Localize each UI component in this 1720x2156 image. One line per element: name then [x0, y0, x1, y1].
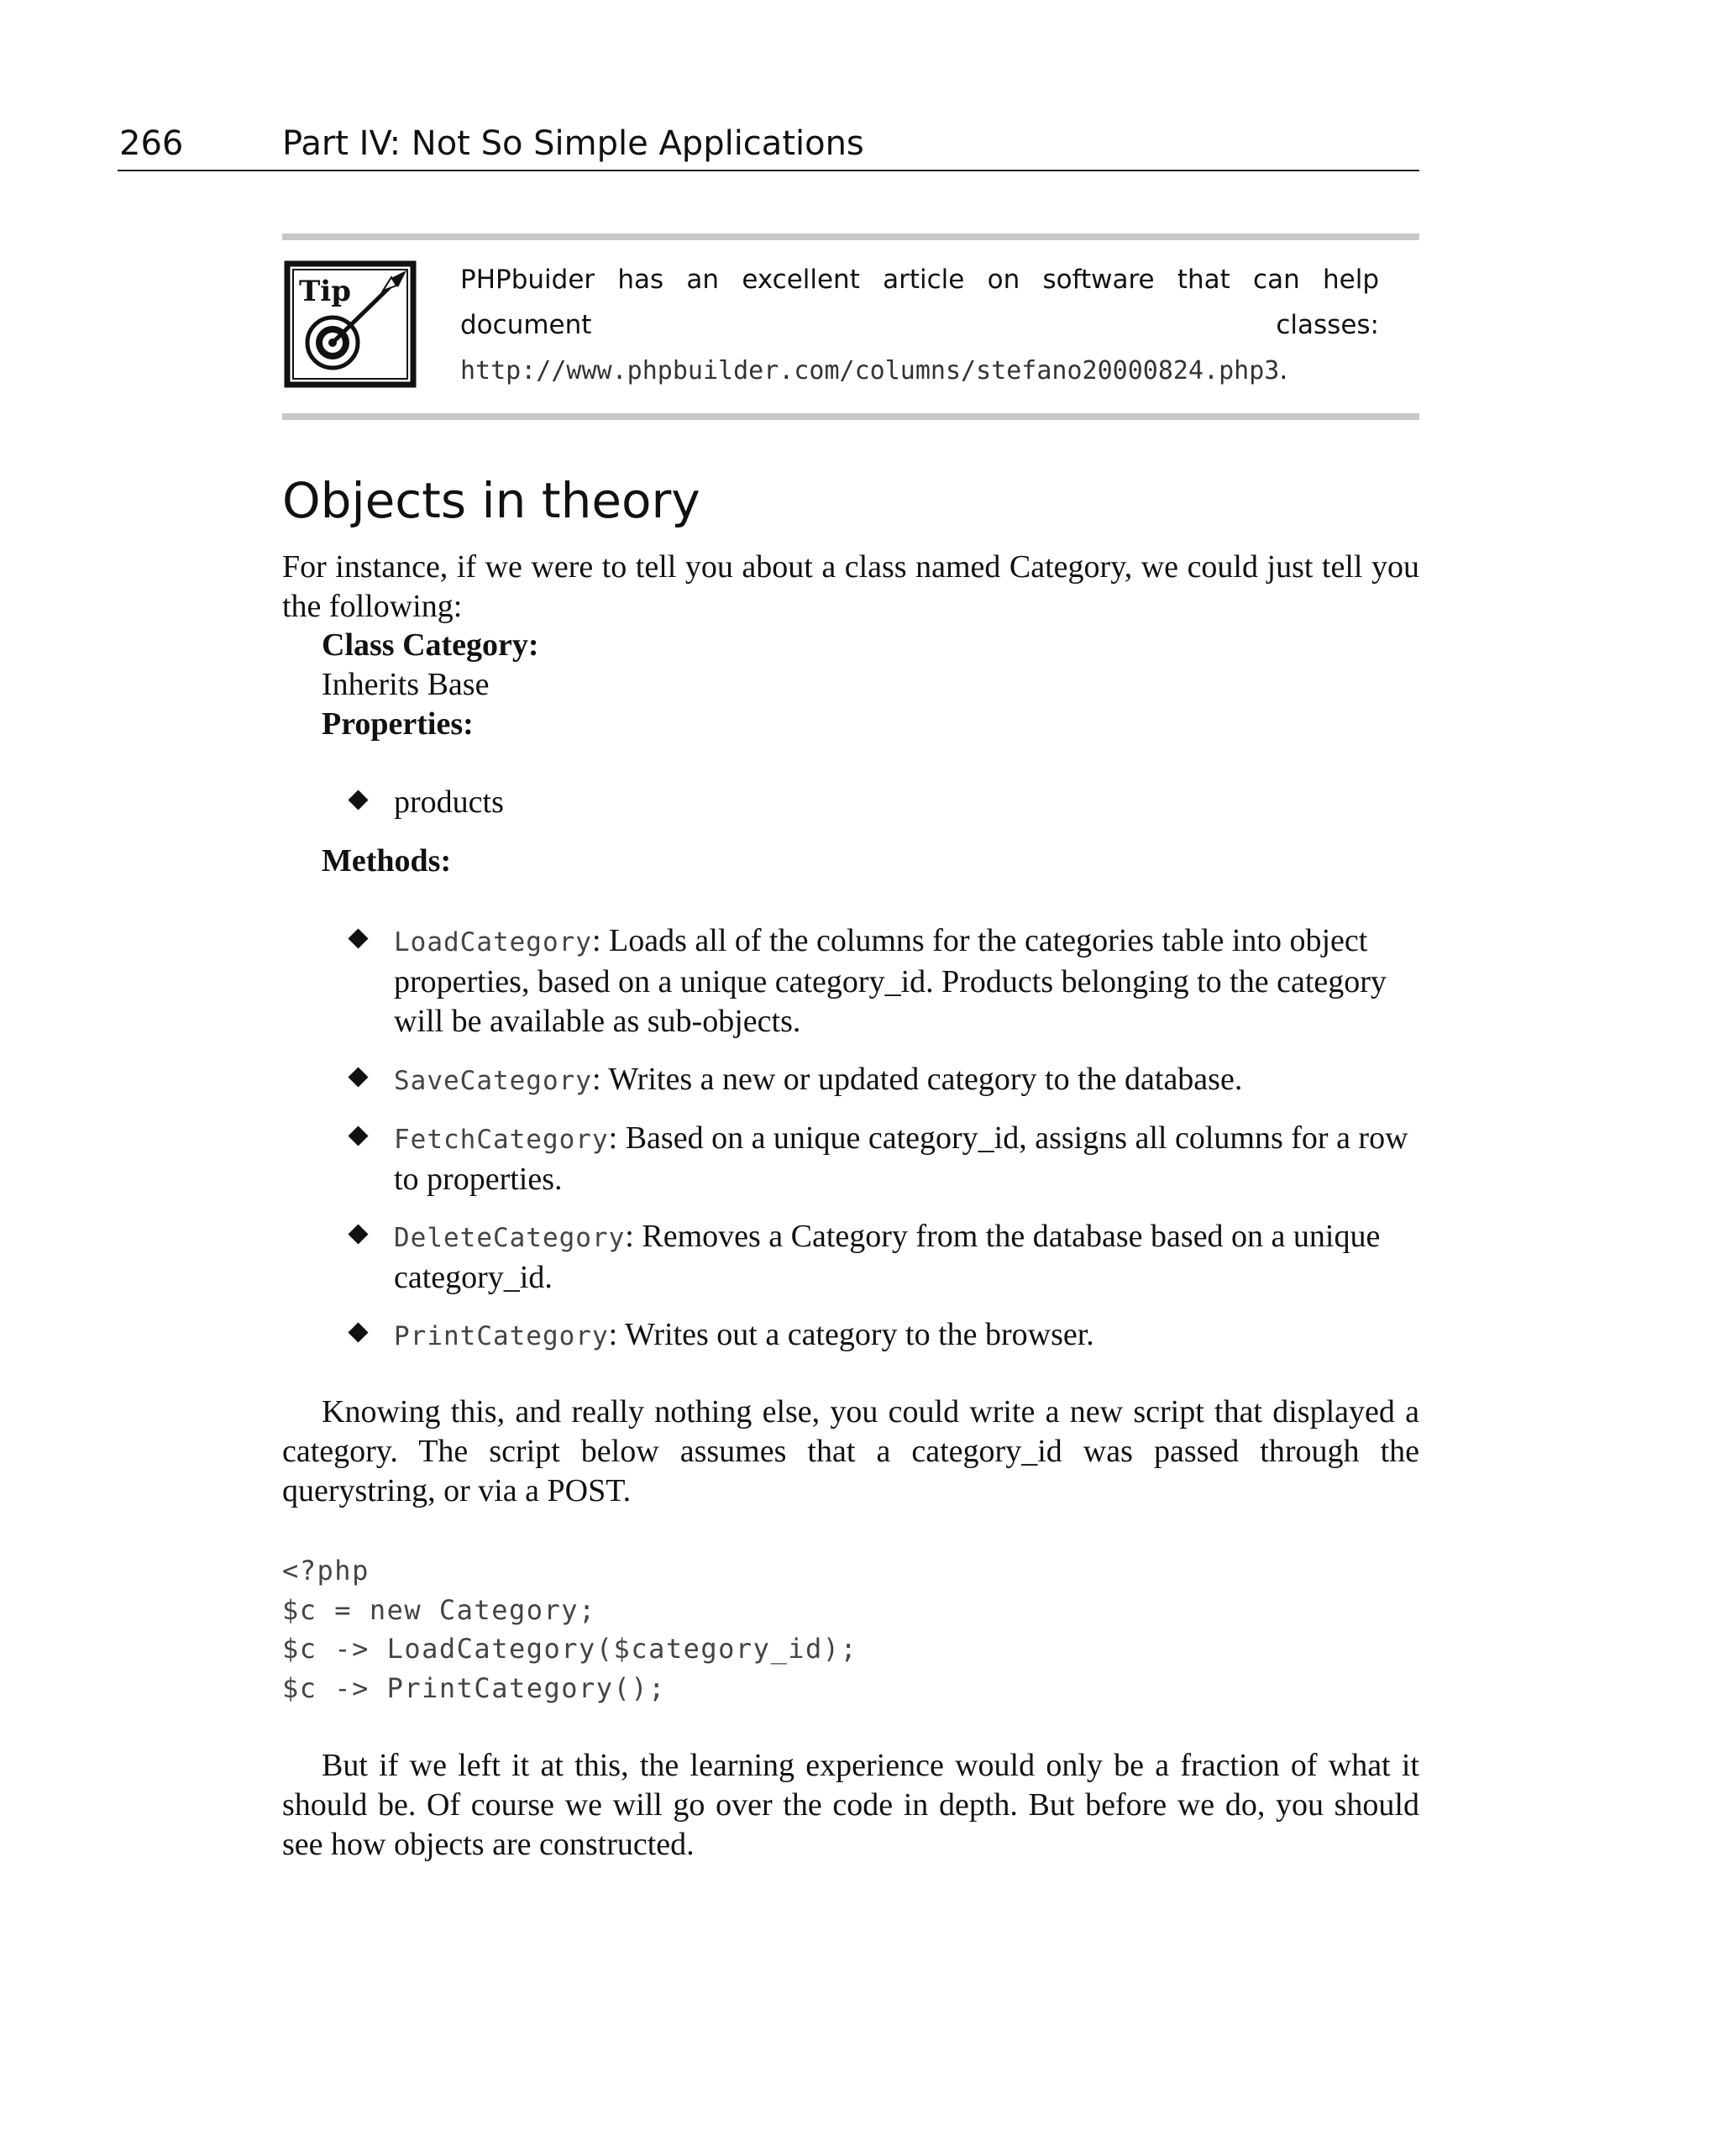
tip-text-end: . — [1279, 355, 1288, 386]
properties-label: Properties: — [322, 706, 474, 742]
tip-text-lead: PHPbuider has an excellent article on software that can help document classes: — [460, 265, 1379, 340]
paragraph-but: But if we left it at this, the learning experience would only be a fraction of what it should be. Of course we will go over the code in depth. But before we do, you should see how objects are constructed. — [282, 1748, 1419, 1862]
class-name-line: Class Category: — [322, 627, 539, 663]
method-name: DeleteCategory — [394, 1223, 626, 1253]
method-item-printcategory — [394, 1315, 1419, 1356]
method-desc: : Based on a unique category_id, assigns all columns for a row to properties. — [394, 1120, 1408, 1197]
bullet-icon — [348, 1067, 370, 1088]
method-item-fetchcategory — [394, 1119, 1419, 1199]
part-title: Part IV: Not So Simple Applications — [282, 124, 864, 163]
bullet-icon — [348, 928, 370, 950]
paragraph-knowing: Knowing this, and really nothing else, you could write a new script that displayed a category. The script below assumes that a category_id was passed through the querystring, or via a POST. — [282, 1394, 1419, 1508]
page-number: 266 — [119, 124, 184, 163]
tip-url[interactable]: http://www.phpbuilder.com/columns/stefano20000824.php3 — [460, 356, 1280, 386]
tip-text — [460, 257, 1379, 394]
method-name: FetchCategory — [394, 1125, 609, 1155]
code-line: $c -> PrintCategory(); — [282, 1671, 666, 1704]
method-desc: : Writes out a category to the browser. — [608, 1317, 1094, 1352]
bullet-icon — [348, 1322, 370, 1344]
bullet-icon — [348, 1125, 370, 1147]
method-item-deletecategory — [394, 1217, 1419, 1298]
method-name: PrintCategory — [394, 1321, 609, 1351]
method-item-loadcategory — [394, 921, 1419, 1041]
methods-label: Methods: — [322, 843, 452, 879]
method-desc: : Loads all of the columns for the categories table into object properties, based on a unique category_id. Products belonging to the category will be available as sub-objects. — [394, 923, 1387, 1039]
tip-target-icon — [284, 260, 417, 388]
code-line: <?php — [282, 1555, 370, 1587]
section-heading: Objects in theory — [282, 472, 700, 529]
method-item-savecategory — [394, 1060, 1419, 1101]
tip-top-rule — [282, 233, 1419, 240]
method-name: LoadCategory — [394, 927, 592, 957]
method-name: SaveCategory — [394, 1066, 592, 1096]
running-header — [118, 118, 1419, 171]
bullet-icon — [348, 789, 370, 811]
tip-icon-label: Tip — [299, 275, 351, 308]
bullet-icon — [348, 1224, 370, 1246]
property-item: products — [394, 784, 504, 820]
code-block — [282, 1551, 857, 1707]
method-desc: : Removes a Category from the database based on a unique category_id. — [394, 1219, 1381, 1295]
tip-bottom-rule — [282, 413, 1419, 420]
code-line: $c = new Category; — [282, 1593, 596, 1626]
inherits-line: Inherits Base — [322, 667, 490, 702]
method-desc: : Writes a new or updated category to the database. — [591, 1062, 1243, 1097]
code-line: $c -> LoadCategory($category_id); — [282, 1633, 858, 1665]
intro-paragraph: For instance, if we were to tell you about a class named Category, we could just tell you the following: — [282, 549, 1419, 624]
